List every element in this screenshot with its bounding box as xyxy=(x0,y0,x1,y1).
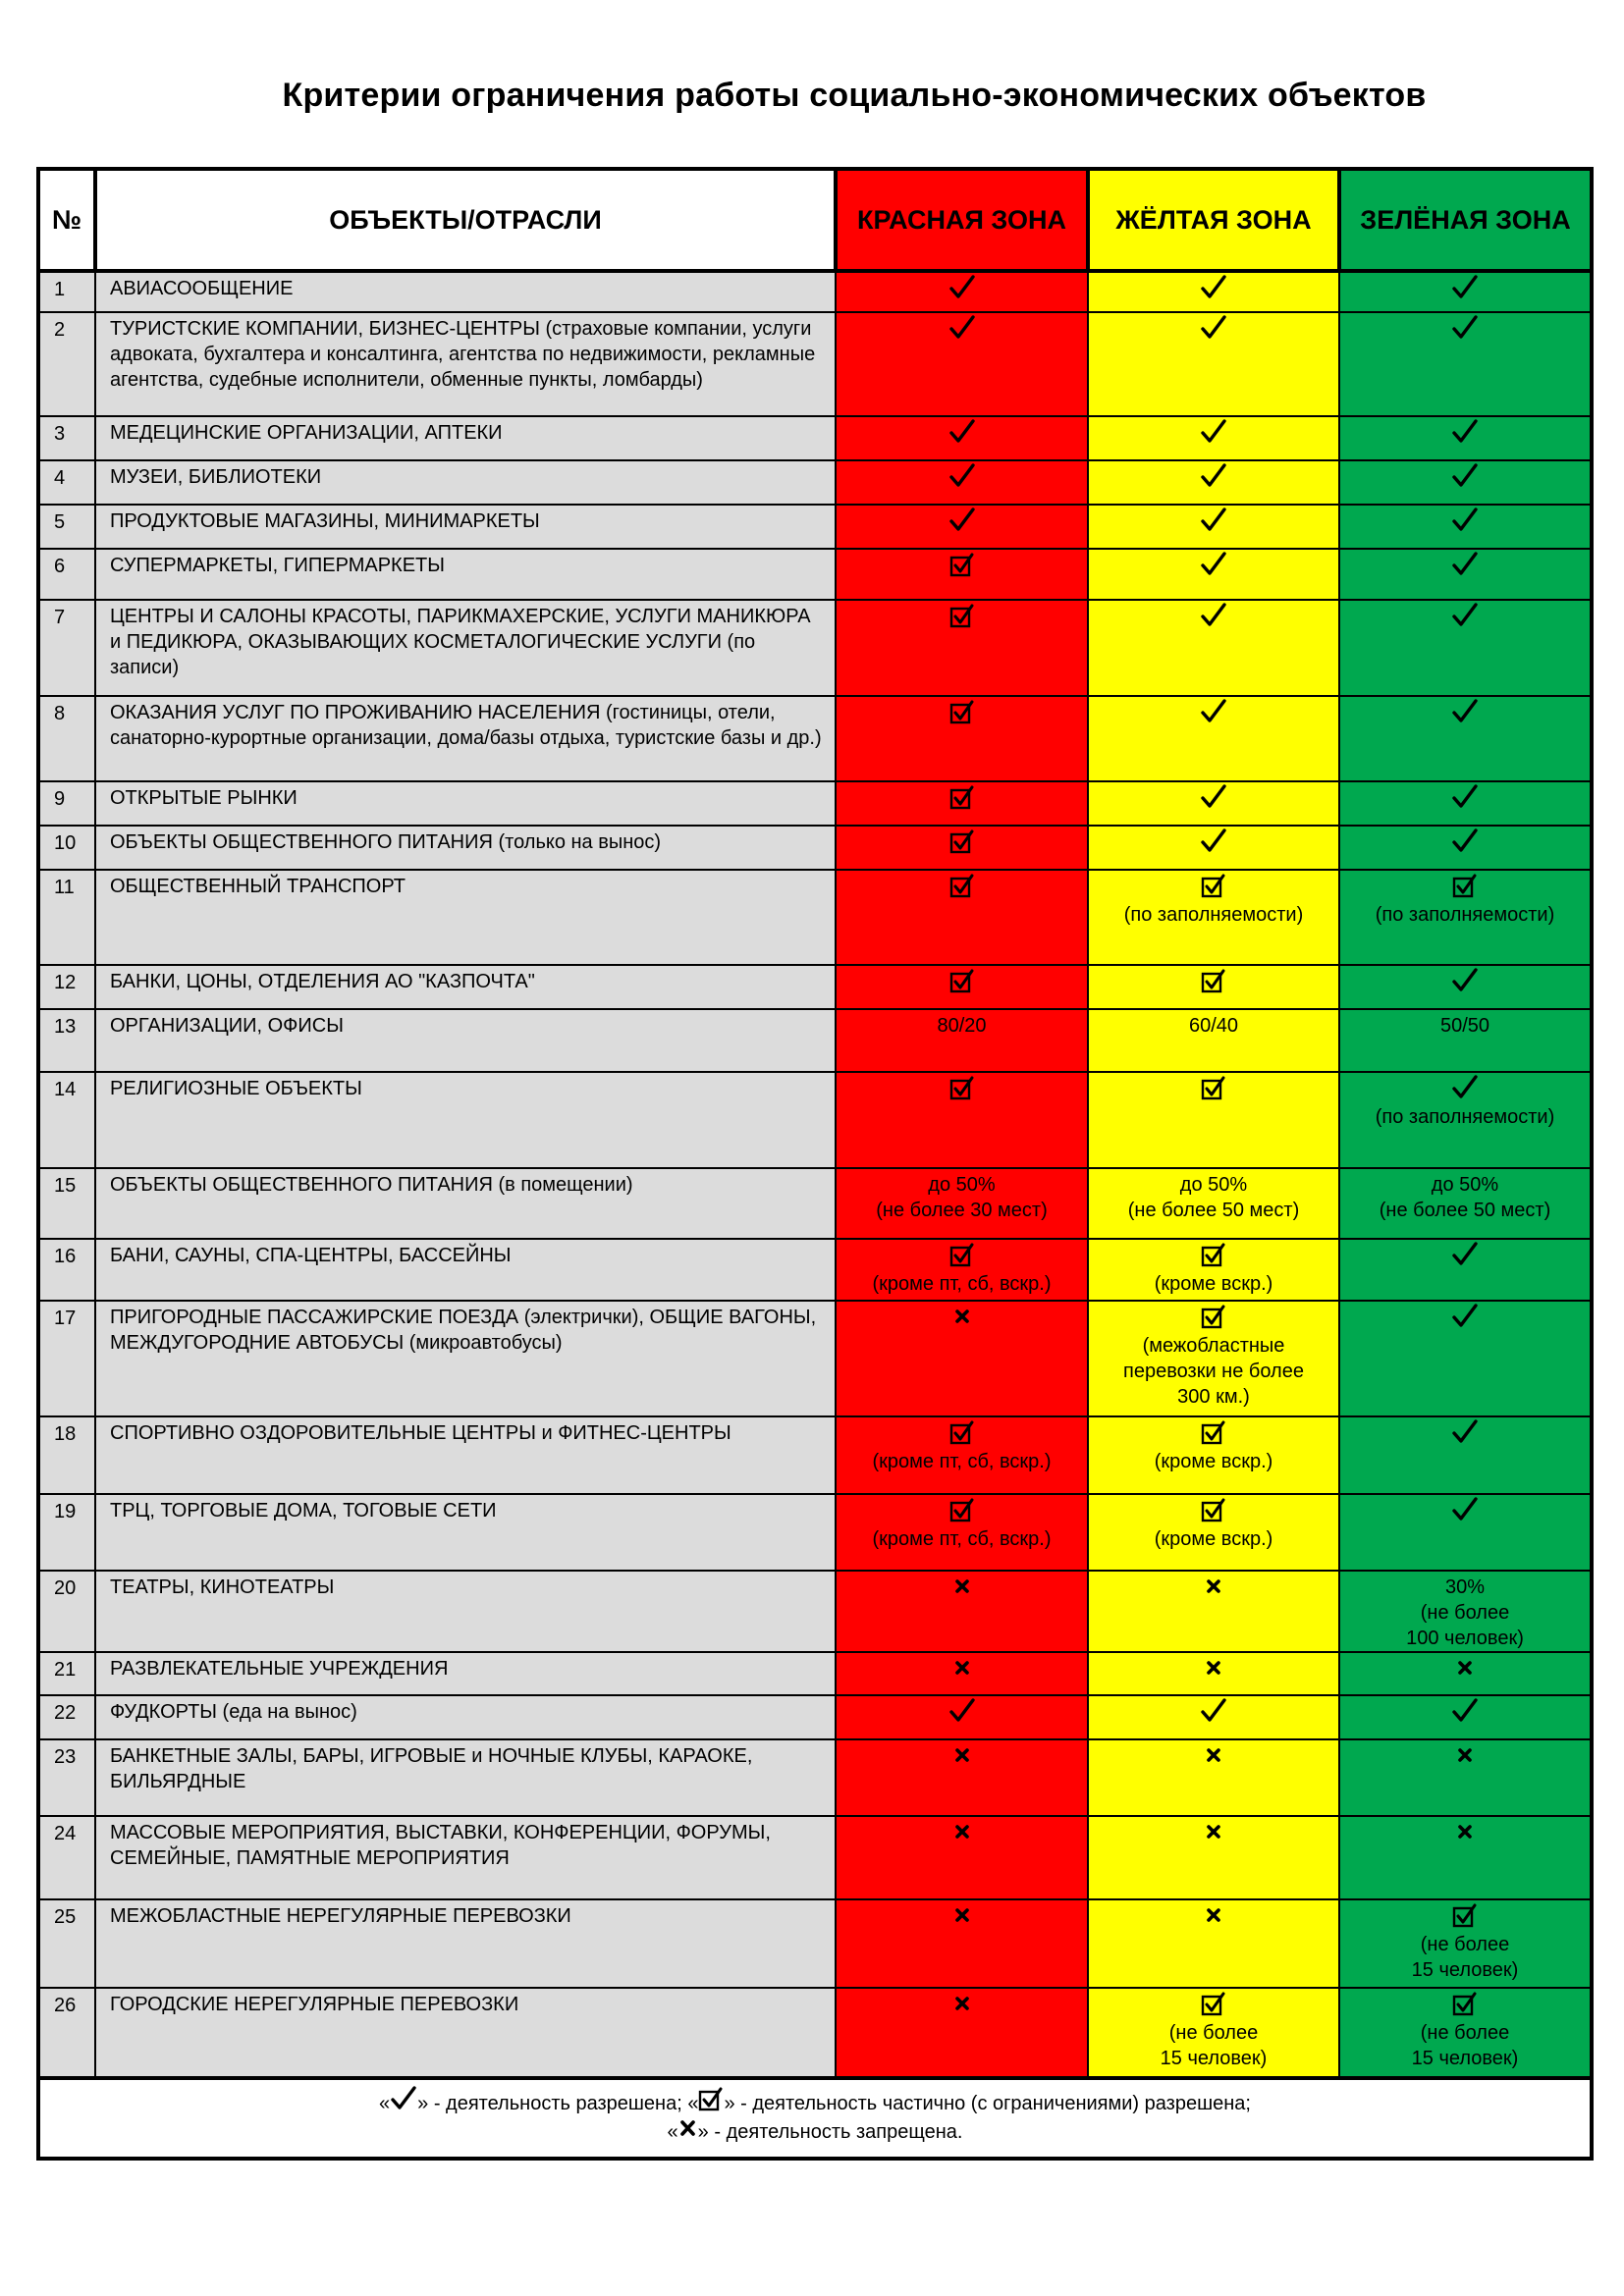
checkbox-icon xyxy=(837,784,1087,814)
check-icon xyxy=(1089,275,1338,304)
green-zone-cell xyxy=(1339,1168,1592,1239)
row-number: 17 xyxy=(38,1301,95,1416)
table-row xyxy=(38,1571,1592,1652)
check-icon xyxy=(1340,1419,1590,1449)
yellow-zone-cell xyxy=(1088,1899,1339,1988)
object-name: РАЗВЛЕКАТЕЛЬНЫЕ УЧРЕЖДЕНИЯ xyxy=(95,1652,836,1695)
yellow-zone-cell xyxy=(1088,1009,1339,1072)
yellow-zone-cell xyxy=(1088,549,1339,600)
header-red-zone: КРАСНАЯ ЗОНА xyxy=(836,169,1088,271)
object-name: АВИАСООБЩЕНИЕ xyxy=(95,271,836,312)
table-row xyxy=(38,1239,1592,1301)
row-number: 14 xyxy=(38,1072,95,1168)
green-zone-cell xyxy=(1339,781,1592,826)
green-zone-cell xyxy=(1339,826,1592,870)
object-name: ОБЩЕСТВЕННЫЙ ТРАНСПОРТ xyxy=(95,870,836,965)
object-name: ТЕАТРЫ, КИНОТЕАТРЫ xyxy=(95,1571,836,1652)
green-zone-cell xyxy=(1339,1739,1592,1816)
table-row xyxy=(38,416,1592,460)
cross-icon xyxy=(678,2118,698,2147)
table-row xyxy=(38,312,1592,416)
table-row xyxy=(38,1494,1592,1571)
row-number: 20 xyxy=(38,1571,95,1652)
checkbox-icon xyxy=(1089,873,1338,902)
header-objects: ОБЪЕКТЫ/ОТРАСЛИ xyxy=(95,169,836,271)
object-name: ОРГАНИЗАЦИИ, ОФИСЫ xyxy=(95,1009,836,1072)
yellow-zone-cell xyxy=(1088,416,1339,460)
legend-quote-close: » xyxy=(697,2121,709,2143)
zone-value: 30% (не более 100 человек) xyxy=(1406,1576,1524,1649)
check-icon xyxy=(837,1698,1087,1728)
green-zone-cell xyxy=(1339,271,1592,312)
zone-value: 50/50 xyxy=(1439,1015,1490,1037)
checkbox-icon xyxy=(837,1242,1087,1271)
check-icon xyxy=(390,2086,417,2118)
checkbox-icon xyxy=(1089,1242,1338,1271)
red-zone-cell xyxy=(836,1301,1088,1416)
cross-icon xyxy=(837,1304,1087,1333)
red-zone-cell xyxy=(836,1416,1088,1494)
object-name: РЕЛИГИОЗНЫЕ ОБЪЕКТЫ xyxy=(95,1072,836,1168)
object-name: МЕЖОБЛАСТНЫЕ НЕРЕГУЛЯРНЫЕ ПЕРЕВОЗКИ xyxy=(95,1899,836,1988)
legend-allowed-text: - деятельность разрешена; xyxy=(428,2093,688,2114)
red-zone-cell xyxy=(836,1652,1088,1695)
object-name: ГОРОДСКИЕ НЕРЕГУЛЯРНЫЕ ПЕРЕВОЗКИ xyxy=(95,1988,836,2078)
red-zone-cell xyxy=(836,549,1088,600)
zone-note: (не более 15 человек) xyxy=(1160,2022,1268,2069)
row-number: 5 xyxy=(38,505,95,549)
check-icon xyxy=(1089,1698,1338,1728)
check-icon xyxy=(837,315,1087,345)
green-zone-cell xyxy=(1339,1072,1592,1168)
yellow-zone-cell xyxy=(1088,826,1339,870)
green-zone-cell xyxy=(1339,312,1592,416)
yellow-zone-cell xyxy=(1088,600,1339,696)
yellow-zone-cell xyxy=(1088,781,1339,826)
checkbox-icon xyxy=(837,968,1087,997)
yellow-zone-cell xyxy=(1088,965,1339,1009)
red-zone-cell xyxy=(836,460,1088,505)
object-name: ОТКРЫТЫЕ РЫНКИ xyxy=(95,781,836,826)
check-icon xyxy=(1340,315,1590,345)
red-zone-cell xyxy=(836,1072,1088,1168)
legend-quote-open: « xyxy=(379,2093,391,2114)
checkbox-icon xyxy=(1089,1991,1338,2020)
cross-icon xyxy=(837,1991,1087,2020)
legend-quote-close: » xyxy=(724,2093,735,2114)
zone-note: (по заполняемости) xyxy=(1123,904,1304,926)
check-icon xyxy=(1340,1497,1590,1526)
checkbox-icon xyxy=(837,873,1087,902)
green-zone-cell xyxy=(1339,1988,1592,2078)
check-icon xyxy=(837,507,1087,537)
check-icon xyxy=(1089,315,1338,345)
object-name: МЕДЕЦИНСКИЕ ОРГАНИЗАЦИИ, АПТЕКИ xyxy=(95,416,836,460)
check-icon xyxy=(837,419,1087,449)
zone-value: 60/40 xyxy=(1188,1015,1239,1037)
check-icon xyxy=(1089,699,1338,728)
green-zone-cell xyxy=(1339,1695,1592,1739)
table-row xyxy=(38,870,1592,965)
zone-note: (кроме вскр.) xyxy=(1154,1451,1273,1472)
table-row xyxy=(38,505,1592,549)
legend xyxy=(38,2078,1592,2159)
check-icon xyxy=(1089,419,1338,449)
row-number: 24 xyxy=(38,1816,95,1899)
check-icon xyxy=(837,275,1087,304)
red-zone-cell xyxy=(836,416,1088,460)
object-name: МАССОВЫЕ МЕРОПРИЯТИЯ, ВЫСТАВКИ, КОНФЕРЕНЦИИ, ФОРУМЫ, СЕМЕЙНЫЕ, ПАМЯТНЫЕ МЕРОПРИЯТИЯ xyxy=(95,1816,836,1899)
row-number: 12 xyxy=(38,965,95,1009)
object-name: ТРЦ, ТОРГОВЫЕ ДОМА, ТОГОВЫЕ СЕТИ xyxy=(95,1494,836,1571)
red-zone-cell xyxy=(836,1009,1088,1072)
object-name: МУЗЕИ, БИБЛИОТЕКИ xyxy=(95,460,836,505)
yellow-zone-cell xyxy=(1088,1416,1339,1494)
cross-icon xyxy=(837,1902,1087,1932)
checkbox-icon xyxy=(1340,1902,1590,1932)
checkbox-icon xyxy=(1340,1991,1590,2020)
checkbox-icon xyxy=(698,2086,724,2118)
table-row xyxy=(38,1009,1592,1072)
yellow-zone-cell xyxy=(1088,1652,1339,1695)
checkbox-icon xyxy=(837,1419,1087,1449)
legend-partial-text: - деятельность частично (с ограничениями) разрешена; xyxy=(734,2093,1251,2114)
row-number: 26 xyxy=(38,1988,95,2078)
checkbox-icon xyxy=(1089,968,1338,997)
yellow-zone-cell xyxy=(1088,870,1339,965)
yellow-zone-cell xyxy=(1088,312,1339,416)
table-row xyxy=(38,826,1592,870)
page-title xyxy=(0,77,1624,115)
cross-icon xyxy=(1340,1655,1590,1684)
table-row xyxy=(38,965,1592,1009)
cross-icon xyxy=(1089,1655,1338,1684)
table-row xyxy=(38,549,1592,600)
cross-icon xyxy=(1340,1819,1590,1848)
row-number: 22 xyxy=(38,1695,95,1739)
legend-forbidden-text: - деятельность запрещена. xyxy=(708,2121,963,2143)
yellow-zone-cell xyxy=(1088,505,1339,549)
cross-icon xyxy=(837,1742,1087,1772)
cross-icon xyxy=(1089,1742,1338,1772)
zone-value: до 50% (не более 50 мест) xyxy=(1379,1174,1551,1221)
table-row xyxy=(38,1816,1592,1899)
row-number: 3 xyxy=(38,416,95,460)
zone-value: до 50% (не более 30 мест) xyxy=(876,1174,1048,1221)
object-name: ПРИГОРОДНЫЕ ПАССАЖИРСКИЕ ПОЕЗДА (электрички), ОБЩИЕ ВАГОНЫ, МЕЖДУГОРОДНИЕ АВТОБУСЫ (микроавтобусы) xyxy=(95,1301,836,1416)
row-number: 8 xyxy=(38,696,95,781)
check-icon xyxy=(1340,1242,1590,1271)
header-yellow-zone: ЖЁЛТАЯ ЗОНА xyxy=(1088,169,1339,271)
checkbox-icon xyxy=(837,552,1087,581)
table-row xyxy=(38,1652,1592,1695)
check-icon xyxy=(1340,552,1590,581)
red-zone-cell xyxy=(836,600,1088,696)
check-icon xyxy=(1340,699,1590,728)
check-icon xyxy=(1340,419,1590,449)
legend-line-2 xyxy=(40,2118,1590,2147)
check-icon xyxy=(1340,828,1590,858)
check-icon xyxy=(1340,1304,1590,1333)
table-row xyxy=(38,600,1592,696)
row-number: 7 xyxy=(38,600,95,696)
green-zone-cell xyxy=(1339,549,1592,600)
green-zone-cell xyxy=(1339,1416,1592,1494)
table-row xyxy=(38,781,1592,826)
check-icon xyxy=(1089,463,1338,493)
check-icon xyxy=(1089,507,1338,537)
yellow-zone-cell xyxy=(1088,271,1339,312)
zone-value: до 50% (не более 50 мест) xyxy=(1127,1174,1300,1221)
object-name: ОБЪЕКТЫ ОБЩЕСТВЕННОГО ПИТАНИЯ (только на вынос) xyxy=(95,826,836,870)
legend-row xyxy=(38,2078,1592,2159)
green-zone-cell xyxy=(1339,1652,1592,1695)
yellow-zone-cell xyxy=(1088,696,1339,781)
yellow-zone-cell xyxy=(1088,1072,1339,1168)
table-row xyxy=(38,696,1592,781)
checkbox-icon xyxy=(1089,1419,1338,1449)
yellow-zone-cell xyxy=(1088,1239,1339,1301)
check-icon xyxy=(1340,507,1590,537)
zone-note: (по заполняемости) xyxy=(1375,904,1555,926)
object-name: СПОРТИВНО ОЗДОРОВИТЕЛЬНЫЕ ЦЕНТРЫ и ФИТНЕС-ЦЕНТРЫ xyxy=(95,1416,836,1494)
cross-icon xyxy=(1340,1742,1590,1772)
table-row xyxy=(38,271,1592,312)
table-header-row xyxy=(38,169,1592,271)
table-row xyxy=(38,1695,1592,1739)
legend-quote-close: » xyxy=(417,2093,429,2114)
table-row xyxy=(38,1072,1592,1168)
yellow-zone-cell xyxy=(1088,1695,1339,1739)
zone-note: (не более 15 человек) xyxy=(1411,2022,1519,2069)
red-zone-cell xyxy=(836,1899,1088,1988)
yellow-zone-cell xyxy=(1088,1494,1339,1571)
checkbox-icon xyxy=(1340,873,1590,902)
row-number: 15 xyxy=(38,1168,95,1239)
zone-note: (кроме пт, сб, вскр.) xyxy=(872,1528,1052,1550)
green-zone-cell xyxy=(1339,1301,1592,1416)
row-number: 2 xyxy=(38,312,95,416)
checkbox-icon xyxy=(1089,1075,1338,1104)
cross-icon xyxy=(837,1574,1087,1603)
green-zone-cell xyxy=(1339,1816,1592,1899)
object-name: ОКАЗАНИЯ УСЛУГ ПО ПРОЖИВАНИЮ НАСЕЛЕНИЯ (гостиницы, отели, санаторно-курортные организации, дома/базы отдыха, туристские базы и др.) xyxy=(95,696,836,781)
cross-icon xyxy=(1089,1902,1338,1932)
checkbox-icon xyxy=(837,699,1087,728)
check-icon xyxy=(1089,603,1338,632)
row-number: 4 xyxy=(38,460,95,505)
red-zone-cell xyxy=(836,965,1088,1009)
checkbox-icon xyxy=(837,1497,1087,1526)
header-number: № xyxy=(38,169,95,271)
red-zone-cell xyxy=(836,1571,1088,1652)
zone-note: (кроме пт, сб, вскр.) xyxy=(872,1273,1052,1295)
zone-note: (кроме пт, сб, вскр.) xyxy=(872,1451,1052,1472)
table-row xyxy=(38,1301,1592,1416)
checkbox-icon xyxy=(837,828,1087,858)
row-number: 11 xyxy=(38,870,95,965)
row-number: 1 xyxy=(38,271,95,312)
row-number: 13 xyxy=(38,1009,95,1072)
red-zone-cell xyxy=(836,271,1088,312)
red-zone-cell xyxy=(836,505,1088,549)
red-zone-cell xyxy=(836,781,1088,826)
check-icon xyxy=(1089,828,1338,858)
table-row xyxy=(38,1168,1592,1239)
red-zone-cell xyxy=(836,696,1088,781)
object-name: ТУРИСТСКИЕ КОМПАНИИ, БИЗНЕС-ЦЕНТРЫ (страховые компании, услуги адвоката, бухгалтера и консалтинга, агентства по недвижимости, рекламные агентства, судебные исполнители, обменные пункты, ломбарды) xyxy=(95,312,836,416)
row-number: 6 xyxy=(38,549,95,600)
table-row xyxy=(38,1899,1592,1988)
yellow-zone-cell xyxy=(1088,1988,1339,2078)
red-zone-cell xyxy=(836,1239,1088,1301)
check-icon xyxy=(1340,1075,1590,1104)
object-name: ФУДКОРТЫ (еда на вынос) xyxy=(95,1695,836,1739)
checkbox-icon xyxy=(837,1075,1087,1104)
row-number: 18 xyxy=(38,1416,95,1494)
yellow-zone-cell xyxy=(1088,1571,1339,1652)
legend-quote-open: « xyxy=(687,2093,699,2114)
header-green-zone: ЗЕЛЁНАЯ ЗОНА xyxy=(1339,169,1592,271)
red-zone-cell xyxy=(836,826,1088,870)
green-zone-cell xyxy=(1339,1899,1592,1988)
object-name: ЦЕНТРЫ И САЛОНЫ КРАСОТЫ, ПАРИКМАХЕРСКИЕ, УСЛУГИ МАНИКЮРА и ПЕДИКЮРА, ОКАЗЫВАЮЩИХ КОСМЕТАЛОГИЧЕСКИЕ УСЛУГИ (по записи) xyxy=(95,600,836,696)
green-zone-cell xyxy=(1339,870,1592,965)
cross-icon xyxy=(1089,1819,1338,1848)
zone-value: 80/20 xyxy=(937,1015,987,1037)
object-name: ПРОДУКТОВЫЕ МАГАЗИНЫ, МИНИМАРКЕТЫ xyxy=(95,505,836,549)
row-number: 9 xyxy=(38,781,95,826)
red-zone-cell xyxy=(836,1168,1088,1239)
row-number: 10 xyxy=(38,826,95,870)
yellow-zone-cell xyxy=(1088,460,1339,505)
table-row xyxy=(38,1416,1592,1494)
checkbox-icon xyxy=(1089,1497,1338,1526)
object-name: БАНИ, САУНЫ, СПА-ЦЕНТРЫ, БАССЕЙНЫ xyxy=(95,1239,836,1301)
cross-icon xyxy=(837,1819,1087,1848)
red-zone-cell xyxy=(836,1816,1088,1899)
green-zone-cell xyxy=(1339,1571,1592,1652)
green-zone-cell xyxy=(1339,696,1592,781)
check-icon xyxy=(1340,275,1590,304)
red-zone-cell xyxy=(836,1695,1088,1739)
check-icon xyxy=(1340,1698,1590,1728)
row-number: 21 xyxy=(38,1652,95,1695)
check-icon xyxy=(1340,784,1590,814)
yellow-zone-cell xyxy=(1088,1739,1339,1816)
green-zone-cell xyxy=(1339,416,1592,460)
checkbox-icon xyxy=(837,603,1087,632)
green-zone-cell xyxy=(1339,1494,1592,1571)
zone-note: (кроме вскр.) xyxy=(1154,1273,1273,1295)
green-zone-cell xyxy=(1339,505,1592,549)
green-zone-cell xyxy=(1339,1009,1592,1072)
green-zone-cell xyxy=(1339,600,1592,696)
check-icon xyxy=(1340,968,1590,997)
object-name: БАНКИ, ЦОНЫ, ОТДЕЛЕНИЯ АО "КАЗПОЧТА" xyxy=(95,965,836,1009)
red-zone-cell xyxy=(836,312,1088,416)
row-number: 25 xyxy=(38,1899,95,1988)
legend-quote-open: « xyxy=(667,2121,678,2143)
page-title-text: Критерии ограничения работы социально-экономических объектов xyxy=(282,77,1427,114)
green-zone-cell xyxy=(1339,460,1592,505)
yellow-zone-cell xyxy=(1088,1816,1339,1899)
row-number: 16 xyxy=(38,1239,95,1301)
row-number: 19 xyxy=(38,1494,95,1571)
check-icon xyxy=(837,463,1087,493)
table-row xyxy=(38,460,1592,505)
red-zone-cell xyxy=(836,1739,1088,1816)
checkbox-icon xyxy=(1089,1304,1338,1333)
check-icon xyxy=(1340,463,1590,493)
red-zone-cell xyxy=(836,870,1088,965)
zone-note: (не более 15 человек) xyxy=(1411,1934,1519,1981)
yellow-zone-cell xyxy=(1088,1301,1339,1416)
check-icon xyxy=(1340,603,1590,632)
row-number: 23 xyxy=(38,1739,95,1816)
red-zone-cell xyxy=(836,1988,1088,2078)
zone-note: (по заполняемости) xyxy=(1375,1106,1555,1128)
criteria-table xyxy=(36,167,1594,2161)
legend-line-1 xyxy=(40,2086,1590,2118)
check-icon xyxy=(1089,784,1338,814)
object-name: БАНКЕТНЫЕ ЗАЛЫ, БАРЫ, ИГРОВЫЕ и НОЧНЫЕ КЛУБЫ, КАРАОКЕ, БИЛЬЯРДНЫЕ xyxy=(95,1739,836,1816)
cross-icon xyxy=(837,1655,1087,1684)
yellow-zone-cell xyxy=(1088,1168,1339,1239)
red-zone-cell xyxy=(836,1494,1088,1571)
zone-note: (межобластные перевозки не более 300 км.) xyxy=(1123,1335,1304,1408)
table-row xyxy=(38,1988,1592,2078)
green-zone-cell xyxy=(1339,965,1592,1009)
table-row xyxy=(38,1739,1592,1816)
check-icon xyxy=(1089,552,1338,581)
zone-note: (кроме вскр.) xyxy=(1154,1528,1273,1550)
cross-icon xyxy=(1089,1574,1338,1603)
object-name: СУПЕРМАРКЕТЫ, ГИПЕРМАРКЕТЫ xyxy=(95,549,836,600)
object-name: ОБЪЕКТЫ ОБЩЕСТВЕННОГО ПИТАНИЯ (в помещении) xyxy=(95,1168,836,1239)
green-zone-cell xyxy=(1339,1239,1592,1301)
